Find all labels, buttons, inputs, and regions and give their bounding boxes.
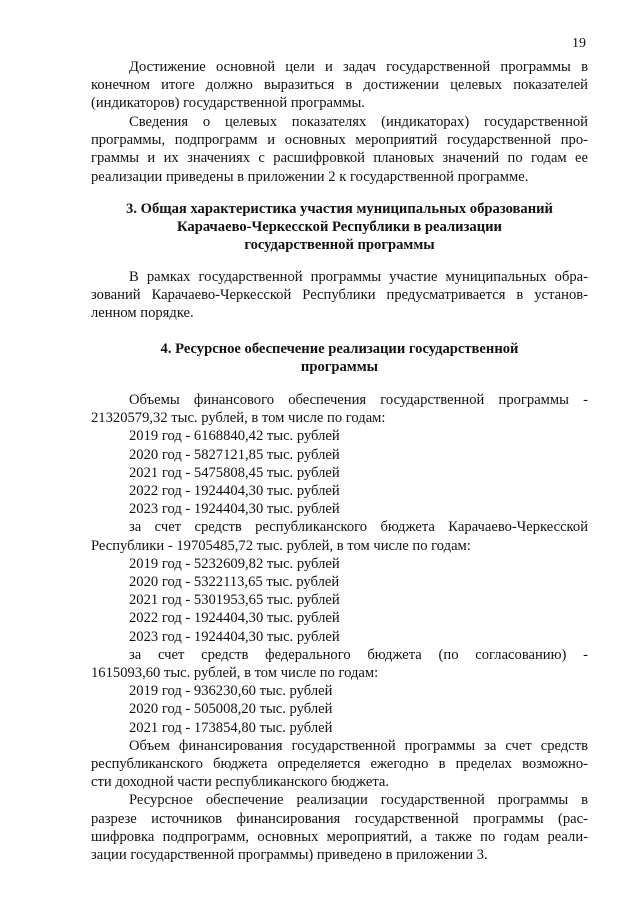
text-line: В рамках государственной программы участие муниципальных обра-: [129, 269, 588, 285]
year-line: 2019 год - 6168840,42 тыс. рублей: [129, 428, 340, 445]
text-line: разрезе источников финансирования государственной программы (рас-: [91, 810, 588, 827]
year-line: 2021 год - 5301953,65 тыс. рублей: [129, 592, 340, 609]
intro-paragraph-2: [91, 113, 588, 186]
text-line: программы, подпрограмм и основных мероприятий государственной про-: [91, 132, 588, 149]
heading-line: 4. Ресурсное обеспечение реализации государственной: [160, 341, 519, 357]
heading-line: программы: [300, 359, 379, 375]
text-line: 21320579,32 тыс. рублей, в том числе по годам:: [91, 410, 386, 427]
section-4-heading: [91, 340, 588, 376]
text-line: (индикаторов) государственной программы.: [91, 95, 365, 112]
text-line: Сведения о целевых показателях (индикаторах) государственной: [129, 114, 588, 130]
text-line: шифровка подпрограмм, основных мероприятий, а также по годам реали-: [91, 828, 588, 845]
text-line: зований Карачаево-Черкесской Республики предусматривается в установ-: [91, 287, 588, 304]
year-line: 2019 год - 936230,60 тыс. рублей: [129, 683, 333, 700]
heading-line: государственной программы: [244, 237, 435, 253]
text-line: реализации приведены в приложении 2 к государственной программе.: [91, 168, 529, 185]
section-3-heading: [91, 200, 588, 254]
heading-line: Карачаево-Черкесской Республики в реализации: [177, 219, 502, 235]
year-line: 2020 год - 505008,20 тыс. рублей: [129, 701, 333, 718]
intro-paragraph-1: [91, 58, 588, 113]
year-line: 2022 год - 1924404,30 тыс. рублей: [129, 483, 340, 500]
text-line: Республики - 19705485,72 тыс. рублей, в том числе по годам:: [91, 537, 471, 554]
year-line: 2021 год - 173854,80 тыс. рублей: [129, 719, 333, 736]
year-line: 2020 год - 5827121,85 тыс. рублей: [129, 446, 340, 463]
section-4-body: [91, 391, 588, 864]
text-line: ленном порядке.: [91, 305, 194, 322]
text-line: республиканского бюджета определяется ежегодно в пределах возможно-: [91, 756, 588, 773]
text-line: Объем финансирования государственной программы за счет средств: [129, 737, 588, 754]
text-line: граммы и их значениях с расшифровкой плановых значений по годам ее: [91, 150, 588, 167]
year-line: 2023 год - 1924404,30 тыс. рублей: [129, 501, 340, 518]
year-line: 2023 год - 1924404,30 тыс. рублей: [129, 628, 340, 645]
text-line: за счет средств федерального бюджета (по согласованию) -: [129, 646, 588, 663]
text-line: зации государственной программы) приведено в приложении 3.: [91, 847, 488, 864]
text-line: Объемы финансового обеспечения государственной программы -: [129, 392, 588, 408]
year-line: 2021 год - 5475808,45 тыс. рублей: [129, 464, 340, 481]
page-number: 19: [572, 36, 586, 51]
year-line: 2020 год - 5322113,65 тыс. рублей: [129, 574, 340, 591]
section-3-paragraph: [91, 268, 588, 323]
text-line: Ресурсное обеспечение реализации государственной программы в: [129, 792, 588, 809]
text-line: конечном итоге должно выразиться в достижении целевых показателей: [91, 77, 588, 94]
text-line: Достижение основной цели и задач государственной программы в: [129, 59, 588, 75]
year-line: 2022 год - 1924404,30 тыс. рублей: [129, 610, 340, 627]
text-line: за счет средств республиканского бюджета Карачаево-Черкесской: [129, 519, 588, 536]
year-line: 2019 год - 5232609,82 тыс. рублей: [129, 555, 340, 572]
text-line: 1615093,60 тыс. рублей, в том числе по годам:: [91, 665, 379, 682]
text-line: сти доходной части республиканского бюджета.: [91, 774, 390, 791]
heading-line: 3. Общая характеристика участия муниципальных образований: [126, 201, 553, 217]
